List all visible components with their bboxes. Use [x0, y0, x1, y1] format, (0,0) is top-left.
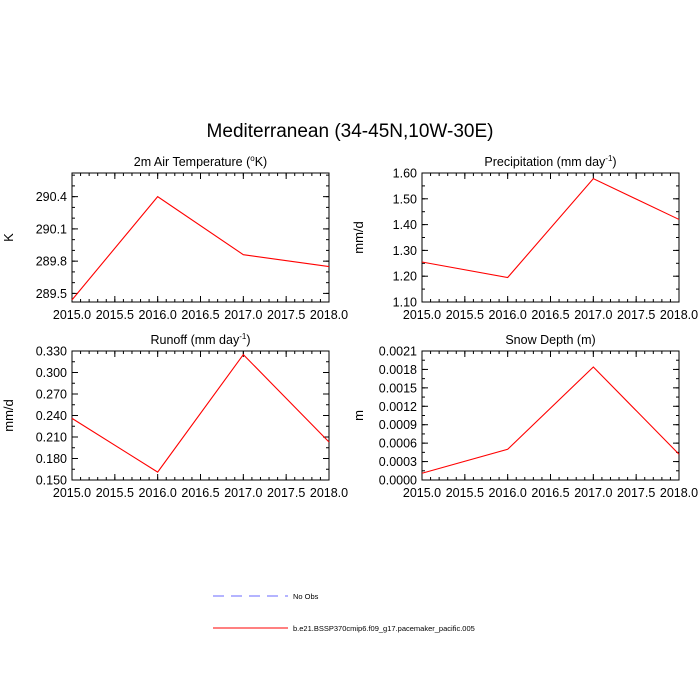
legend-label: b.e21.BSSP370cmip6.f09_g17.pacemaker_pacific.005 [293, 624, 475, 633]
x-tick-label: 2016.0 [138, 486, 177, 500]
series-line [422, 367, 679, 473]
x-tick-label: 2018.0 [659, 486, 699, 500]
x-tick-label: 2018.0 [309, 308, 349, 322]
y-axis-label: mm/d [1, 399, 16, 432]
legend-label: No Obs [293, 592, 319, 601]
y-tick-label: 0.150 [35, 473, 67, 488]
y-tick-label: 289.8 [35, 254, 67, 269]
x-tick-label: 2015.5 [95, 308, 134, 322]
x-tick-label: 2015.5 [95, 486, 134, 500]
y-tick-label: 1.50 [392, 192, 417, 207]
plot-frame [72, 173, 329, 302]
chart-panel [351, 333, 698, 500]
y-axis-label: K [1, 233, 16, 242]
y-tick-label: 290.4 [35, 190, 67, 205]
x-tick-label: 2018.0 [309, 486, 349, 500]
x-tick-label: 2017.5 [267, 486, 306, 500]
panel-title: Runoff (mm day$^{-1}$) [150, 332, 251, 347]
x-tick-label: 2017.0 [224, 486, 263, 500]
y-tick-label: 0.0018 [378, 362, 417, 377]
x-tick-label: 2017.0 [224, 308, 263, 322]
x-tick-label: 2017.0 [574, 308, 613, 322]
chart-panel [1, 332, 348, 500]
x-tick-label: 2016.0 [138, 308, 177, 322]
plot-frame [422, 173, 679, 302]
panel-title: Precipitation (mm day$^{-1}$) [484, 154, 617, 169]
x-tick-label: 2018.0 [659, 308, 699, 322]
series-line [72, 355, 329, 473]
y-tick-label: 0.0015 [378, 381, 417, 396]
y-tick-label: 0.0021 [378, 344, 417, 359]
y-tick-label: 0.210 [35, 430, 67, 445]
panel-title: 2m Air Temperature ($^o$K) [133, 154, 268, 169]
panel-title: Snow Depth (m) [505, 333, 596, 347]
x-tick-label: 2017.5 [267, 308, 306, 322]
y-tick-label: 1.30 [392, 243, 417, 258]
chart-panels [1, 154, 698, 500]
chart-panel [1, 154, 348, 322]
y-tick-label: 1.40 [392, 218, 417, 233]
x-tick-label: 2016.0 [488, 486, 527, 500]
x-tick-label: 2015.0 [52, 486, 92, 500]
y-tick-label: 289.5 [35, 286, 67, 301]
x-tick-label: 2015.5 [445, 486, 484, 500]
x-tick-label: 2015.0 [52, 308, 92, 322]
series-line [72, 197, 329, 300]
x-tick-label: 2015.0 [402, 486, 442, 500]
x-tick-label: 2016.5 [181, 308, 220, 322]
chart-panel [351, 154, 698, 322]
plot-frame [72, 351, 329, 480]
y-tick-label: 0.300 [35, 366, 67, 380]
y-axis-label: m [351, 410, 366, 421]
x-tick-label: 2016.5 [181, 486, 220, 500]
x-tick-label: 2015.5 [445, 308, 484, 322]
figure-title: Mediterranean (34-45N,10W-30E) [206, 121, 494, 142]
x-tick-label: 2017.0 [574, 486, 613, 500]
x-tick-label: 2016.5 [531, 486, 570, 500]
y-tick-label: 0.330 [35, 344, 67, 359]
y-tick-label: 0.270 [35, 387, 67, 402]
y-tick-label: 0.0006 [378, 436, 417, 451]
x-tick-label: 2015.0 [402, 308, 442, 322]
series-line [422, 179, 679, 278]
y-tick-label: 1.20 [392, 269, 417, 284]
x-tick-label: 2017.5 [617, 486, 656, 500]
y-tick-label: 290.1 [35, 222, 67, 237]
y-tick-label: 0.0009 [378, 418, 417, 433]
y-tick-label: 0.180 [35, 452, 67, 466]
y-tick-label: 1.60 [392, 166, 417, 181]
y-tick-label: 1.10 [392, 295, 417, 310]
y-axis-label: mm/d [351, 221, 366, 254]
y-tick-label: 0.0012 [378, 399, 417, 414]
y-tick-label: 0.0003 [378, 455, 417, 470]
x-tick-label: 2017.5 [617, 308, 656, 322]
x-tick-label: 2016.0 [488, 308, 527, 322]
legend [213, 592, 475, 633]
y-tick-label: 0.0000 [378, 473, 417, 488]
x-tick-label: 2016.5 [531, 308, 570, 322]
y-tick-label: 0.240 [35, 409, 67, 423]
